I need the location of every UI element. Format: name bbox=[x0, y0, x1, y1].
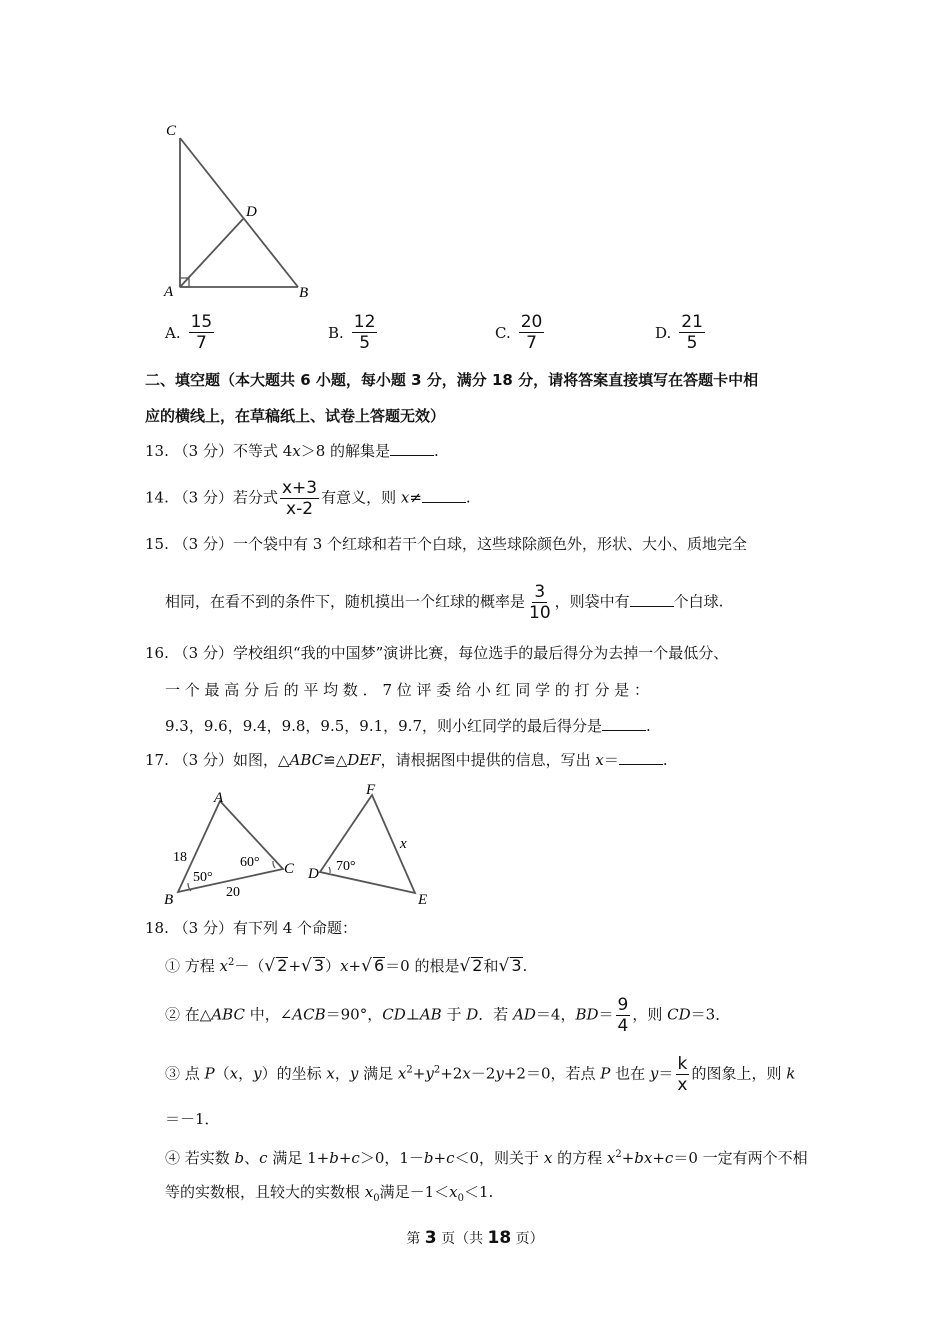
option-a[interactable] bbox=[165, 312, 216, 353]
side-fe-label: x bbox=[400, 836, 407, 852]
question-14: 14. （3 分）若分式 $\frac{x+3}{x-2}$ 有意义，则 x≠ . bbox=[145, 478, 471, 519]
proposition-1: ① 方程 $x^2-(√$ 2+√ 3）x+√ 6＝0 的根是√ 2和√ 3. bbox=[165, 956, 528, 976]
option-numerator: 15 bbox=[190, 312, 213, 332]
option-denominator: 7 bbox=[196, 333, 207, 353]
figure-right-triangle bbox=[150, 115, 330, 305]
option-label: C. bbox=[495, 323, 511, 342]
proposition-2: ② 在△ABC 中，∠ACB＝90°，CD⊥AB 于 D．若 AD＝4，BD＝ $\frac{9}{4}$ ，则 CD＝3． bbox=[165, 995, 731, 1036]
option-numerator: 20 bbox=[520, 312, 543, 332]
answer-blank[interactable] bbox=[390, 441, 434, 456]
angle-d-label: 70° bbox=[336, 859, 356, 874]
question-15-cont: 相同，在看不到的条件下，随机摸出一个红球的概率是 $\frac{3}{10}$ ，则袋中有 个白球. bbox=[165, 582, 724, 623]
vertex-e-label: E bbox=[418, 892, 428, 908]
figure-congruent-triangles bbox=[160, 780, 460, 910]
angle-b-label: 50° bbox=[193, 870, 213, 885]
question-16-cont: 一 个 最 高 分 后 的 平 均 数 ． 7 位 评 委 给 小 红 同 学 的 打 分 是 ： bbox=[165, 681, 649, 699]
question-15: 15. （3 分）一个袋中有 3 个红球和若干个白球，这些球除颜色外，形状、大小、质地完全 bbox=[145, 535, 748, 553]
option-label: A. bbox=[165, 323, 181, 342]
vertex-d-label: D bbox=[308, 866, 319, 882]
angle-c-label: 60° bbox=[240, 855, 260, 870]
option-denominator: 5 bbox=[359, 333, 371, 353]
question-16: 16. （3 分）学校组织“我的中国梦”演讲比赛，每位选手的最后得分为去掉一个最低分、 bbox=[145, 644, 729, 662]
question-17: 17. （3 分）如图，△ABC≌△DEF，请根据图中提供的信息，写出 x＝ . bbox=[145, 751, 668, 769]
answer-blank[interactable] bbox=[619, 750, 663, 765]
vertex-d-label: D bbox=[246, 204, 257, 220]
option-b[interactable] bbox=[328, 312, 379, 353]
section-heading-cont: 应的横线上，在草稿纸上、试卷上答题无效） bbox=[145, 407, 446, 425]
answer-blank[interactable] bbox=[630, 592, 674, 607]
vertex-a-label: A bbox=[214, 790, 224, 806]
section-heading: 二、填空题（本大题共 6 小题，每小题 3 分，满分 18 分，请将答案直接填写在答题卡中相 bbox=[145, 371, 759, 389]
question-18: 18. （3 分）有下列 4 个命题： bbox=[145, 919, 358, 937]
page-footer: 第 3 页（共 18 页） bbox=[406, 1228, 544, 1248]
option-label: B. bbox=[328, 323, 344, 342]
vertex-b-label: B bbox=[164, 892, 174, 908]
answer-blank[interactable] bbox=[602, 716, 646, 731]
side-bc-label: 20 bbox=[226, 885, 240, 900]
question-13: 13. （3 分）不等式 4x＞8 的解集是 . bbox=[145, 442, 439, 460]
proposition-3: ③ 点 P（x，y）的坐标 x，y 满足 $x^2+y^2+2x-2y+2=0$，若点 P 也在 y＝ $\frac{k}{x}$ 的图象上，则 k bbox=[165, 1054, 796, 1095]
proposition-4: ④ 若实数 b、c 满足 1+b+c＞0，1－b+c＜0，则关于 x 的方程 $x^2+bx+c=0$ 一定有两个不相 bbox=[165, 1149, 808, 1167]
answer-blank[interactable] bbox=[422, 488, 466, 503]
vertex-a-label: A bbox=[164, 284, 174, 300]
proposition-4-cont: 等的实数根，且较大的实数根 $x_0$满足$-1<x_0<1$. bbox=[165, 1183, 494, 1204]
vertex-c-label: C bbox=[166, 123, 177, 139]
option-c[interactable] bbox=[495, 312, 546, 353]
option-denominator: 5 bbox=[686, 333, 698, 353]
total-pages: 18 bbox=[487, 1228, 512, 1248]
option-label: D. bbox=[655, 323, 672, 342]
option-denominator: 7 bbox=[526, 333, 537, 353]
page-number: 3 bbox=[424, 1228, 437, 1248]
option-numerator: 12 bbox=[353, 312, 376, 332]
vertex-b-label: B bbox=[299, 285, 309, 301]
option-d[interactable] bbox=[655, 312, 707, 353]
side-ab-label: 18 bbox=[173, 850, 187, 865]
vertex-c-label: C bbox=[284, 861, 295, 877]
question-16-cont2: 9.3，9.6，9.4，9.8，9.5，9.1，9.7，则小红同学的最后得分是 . bbox=[165, 717, 651, 735]
proposition-3-cont: ＝－1． bbox=[165, 1110, 220, 1128]
vertex-f-label: F bbox=[366, 782, 376, 798]
option-numerator: 21 bbox=[681, 312, 703, 332]
